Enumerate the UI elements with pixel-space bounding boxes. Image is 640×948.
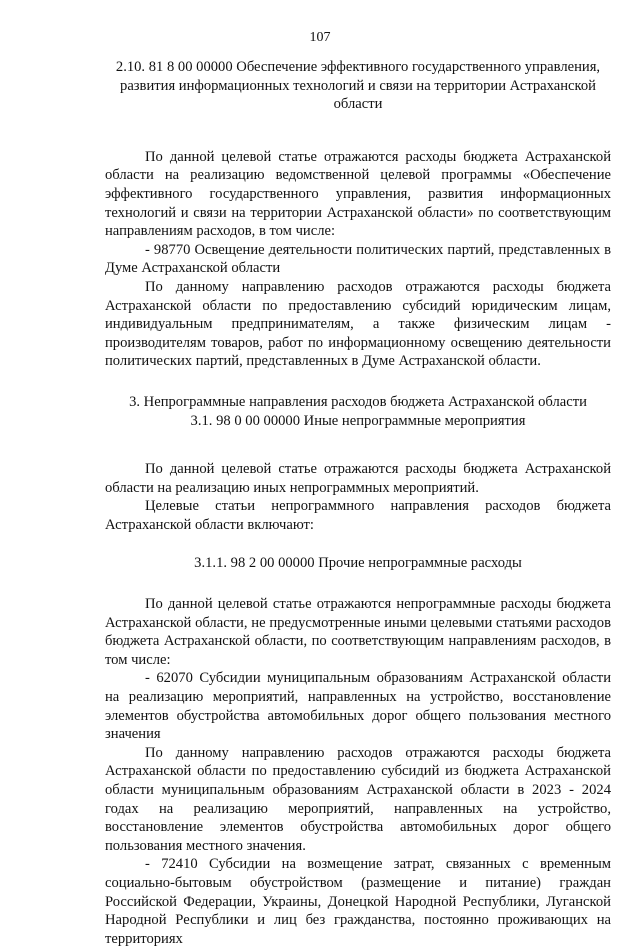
section-heading-3-1-1: 3.1.1. 98 2 00 00000 Прочие непрограммные расходы [194, 555, 522, 572]
list-item-62070: - 62070 Субсидии муниципальным образованиям Астраханской области на реализацию мероприятий, направленных на устройство, восстановление элементов обустройства автомобильных дорог общего пользования местного значения [105, 670, 611, 743]
section-heading-2-10: 2.10. 81 8 00 00000 Обеспечение эффективного государственного управления, развития информационных технологий и связи на территории Астраханской области [115, 59, 601, 113]
page-number: 107 [309, 30, 331, 45]
paragraph: По данной целевой статье отражаются расходы бюджета Астраханской области на реализацию ведомственной целевой программы «Обеспечение эффективного государственного управления, развития информационных технологий и связи на территории Астраханской области» по соответствующим направлениям расходов, в том числе: [105, 148, 611, 240]
paragraph: По данному направлению расходов отражаются расходы бюджета Астраханской области по предоставлению субсидий юридическим лицам, индивидуальным предпринимателям, а также физическим лицам - производителям товаров, работ по информационному освещению деятельности политических партий, представленных в Думе Астраханской области. [105, 278, 611, 370]
list-item-98770: - 98770 Освещение деятельности политических партий, представленных в Думе Астраханской области [105, 241, 611, 277]
section-heading-3-1: 3.1. 98 0 00 00000 Иные непрограммные мероприятия [190, 412, 526, 429]
paragraph: По данной целевой статье отражаются расходы бюджета Астраханской области на реализацию иных непрограммных мероприятий. [105, 461, 611, 496]
section-heading-3: 3. Непрограммные направления расходов бюджета Астраханской области [129, 393, 587, 410]
paragraph: По данному направлению расходов отражаются расходы бюджета Астраханской области по предоставлению субсидий из бюджета Астраханской области муниципальным образованиям Астраханской области в 2023 - 2024 годах на реализацию мероприятий, направленных на устройство, восстановление элементов обустройства автомобильных дорог общего пользования местного значения. [105, 744, 611, 854]
paragraph: Целевые статьи непрограммного направления расходов бюджета Астраханской области включают: [105, 498, 611, 533]
list-item-72410: - 72410 Субсидии на возмещение затрат, связанных с временным социально-бытовым обустройством (размещение и питание) граждан Российской Федерации, Украины, Донецкой Народной Республики, Луганской Народной Республики и лиц без гражданства, постоянно проживающих на территориях [105, 856, 611, 947]
page-body [105, 58, 611, 948]
paragraph: По данной целевой статье отражаются непрограммные расходы бюджета Астраханской области, не предусмотренные иными целевыми статьями расходов бюджета Астраханской области, по соответствующим направлениям расходов, в том числе: [105, 596, 611, 668]
